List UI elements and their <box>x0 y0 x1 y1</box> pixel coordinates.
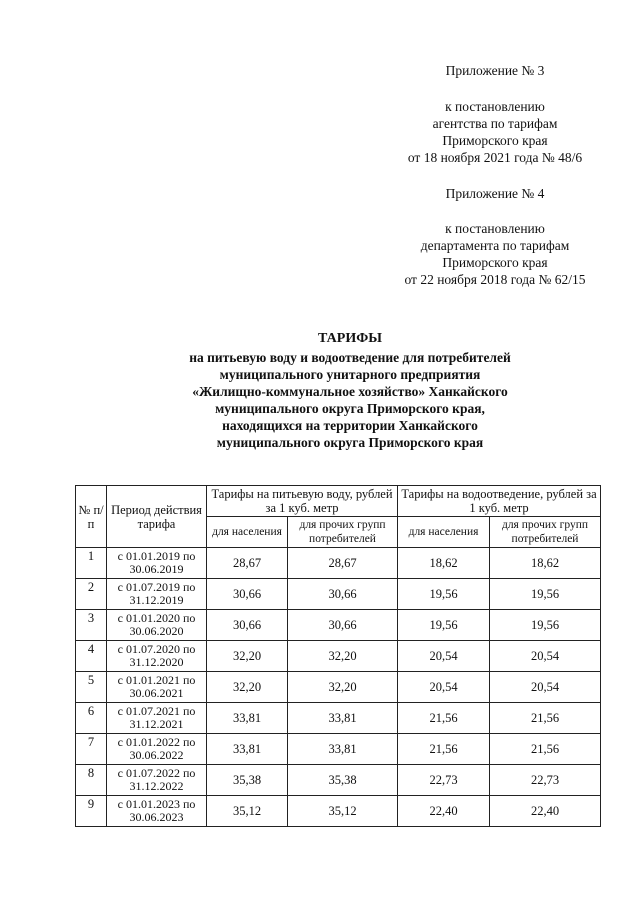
appendix-3-title <box>380 62 610 79</box>
cell-sewage-other: 21,56 <box>490 703 601 734</box>
appendix-3-details <box>380 98 610 166</box>
header-water-group: Тарифы на питьевую воду, рублей за 1 куб. метр <box>207 486 398 517</box>
cell-sewage-other: 20,54 <box>490 672 601 703</box>
cell-sewage-other: 18,62 <box>490 548 601 579</box>
appendix-3-title-text: Приложение № 3 <box>445 63 545 78</box>
cell-sewage-other: 22,40 <box>490 796 601 827</box>
title-line: муниципального унитарного предприятия <box>219 367 481 382</box>
cell-period: с 01.01.2022 по 30.06.2022 <box>107 734 207 765</box>
table-row <box>76 765 601 796</box>
cell-sewage-population: 22,73 <box>398 765 490 796</box>
title-main: ТАРИФЫ <box>318 331 382 346</box>
cell-period: с 01.07.2021 по 31.12.2021 <box>107 703 207 734</box>
header-period: Период действия тарифа <box>107 486 207 548</box>
appendix-4-line: департамента по тарифам <box>420 238 570 253</box>
appendix-4-line: Приморского края <box>442 255 548 270</box>
cell-sewage-population: 21,56 <box>398 734 490 765</box>
cell-water-other: 28,67 <box>288 548 398 579</box>
table-row <box>76 672 601 703</box>
title-line: находящихся на территории Ханкайского <box>222 418 478 433</box>
cell-sewage-other: 19,56 <box>490 610 601 641</box>
cell-water-population: 32,20 <box>207 672 288 703</box>
cell-water-population: 28,67 <box>207 548 288 579</box>
cell-sewage-population: 18,62 <box>398 548 490 579</box>
cell-period: с 01.07.2022 по 31.12.2022 <box>107 765 207 796</box>
cell-num: 8 <box>76 765 107 796</box>
appendix-4-line: к постановлению <box>445 221 545 236</box>
appendix-4-title <box>380 185 610 202</box>
cell-period: с 01.01.2021 по 30.06.2021 <box>107 672 207 703</box>
cell-water-population: 30,66 <box>207 610 288 641</box>
appendix-4-line: от 22 ноября 2018 года № 62/15 <box>404 272 586 287</box>
cell-water-other: 30,66 <box>288 579 398 610</box>
cell-water-other: 35,38 <box>288 765 398 796</box>
cell-period: с 01.01.2023 по 30.06.2023 <box>107 796 207 827</box>
cell-sewage-other: 21,56 <box>490 734 601 765</box>
cell-sewage-other: 19,56 <box>490 579 601 610</box>
cell-num: 7 <box>76 734 107 765</box>
table-row <box>76 734 601 765</box>
cell-sewage-population: 19,56 <box>398 579 490 610</box>
cell-num: 3 <box>76 610 107 641</box>
cell-sewage-population: 20,54 <box>398 641 490 672</box>
appendix-4-title-text: Приложение № 4 <box>445 186 545 201</box>
cell-num: 4 <box>76 641 107 672</box>
cell-water-other: 33,81 <box>288 703 398 734</box>
table-row <box>76 579 601 610</box>
cell-period: с 01.07.2020 по 31.12.2020 <box>107 641 207 672</box>
cell-period: с 01.07.2019 по 31.12.2019 <box>107 579 207 610</box>
cell-sewage-other: 22,73 <box>490 765 601 796</box>
header-water-population: для населения <box>207 517 288 548</box>
cell-water-population: 33,81 <box>207 734 288 765</box>
cell-water-other: 30,66 <box>288 610 398 641</box>
cell-num: 6 <box>76 703 107 734</box>
appendix-3-line: Приморского края <box>442 133 548 148</box>
title-line: «Жилищно-коммунальное хозяйство» Ханкайского <box>192 384 508 399</box>
cell-water-population: 32,20 <box>207 641 288 672</box>
cell-num: 2 <box>76 579 107 610</box>
header-sewage-other: для прочих групп потребителей <box>490 517 601 548</box>
cell-water-other: 35,12 <box>288 796 398 827</box>
cell-water-population: 30,66 <box>207 579 288 610</box>
cell-sewage-population: 21,56 <box>398 703 490 734</box>
cell-sewage-population: 22,40 <box>398 796 490 827</box>
cell-sewage-population: 20,54 <box>398 672 490 703</box>
cell-water-population: 35,12 <box>207 796 288 827</box>
header-num: № п/п <box>76 486 107 548</box>
cell-num: 9 <box>76 796 107 827</box>
cell-sewage-population: 19,56 <box>398 610 490 641</box>
appendix-4-details <box>380 220 610 288</box>
title-line: муниципального округа Приморского края, <box>215 401 485 416</box>
table-header-row <box>76 486 601 517</box>
tariff-table <box>75 485 601 827</box>
cell-sewage-other: 20,54 <box>490 641 601 672</box>
appendix-3-line: к постановлению <box>445 99 545 114</box>
header-water-other: для прочих групп потребителей <box>288 517 398 548</box>
table-row <box>76 548 601 579</box>
title-line: муниципального округа Приморского края <box>216 435 484 450</box>
cell-num: 5 <box>76 672 107 703</box>
appendix-3-line: агентства по тарифам <box>432 116 558 131</box>
appendix-3-line: от 18 ноября 2021 года № 48/6 <box>407 150 583 165</box>
table-row <box>76 703 601 734</box>
header-sewage-population: для населения <box>398 517 490 548</box>
cell-num: 1 <box>76 548 107 579</box>
table-row <box>76 796 601 827</box>
table-row <box>76 610 601 641</box>
header-sewage-group: Тарифы на водоотведение, рублей за 1 куб. метр <box>398 486 601 517</box>
cell-water-other: 32,20 <box>288 641 398 672</box>
cell-period: с 01.01.2020 по 30.06.2020 <box>107 610 207 641</box>
document-title <box>120 330 580 451</box>
cell-water-population: 33,81 <box>207 703 288 734</box>
cell-water-other: 32,20 <box>288 672 398 703</box>
table-row <box>76 641 601 672</box>
cell-period: с 01.01.2019 по 30.06.2019 <box>107 548 207 579</box>
title-line: на питьевую воду и водоотведение для потребителей <box>189 350 511 365</box>
cell-water-other: 33,81 <box>288 734 398 765</box>
cell-water-population: 35,38 <box>207 765 288 796</box>
